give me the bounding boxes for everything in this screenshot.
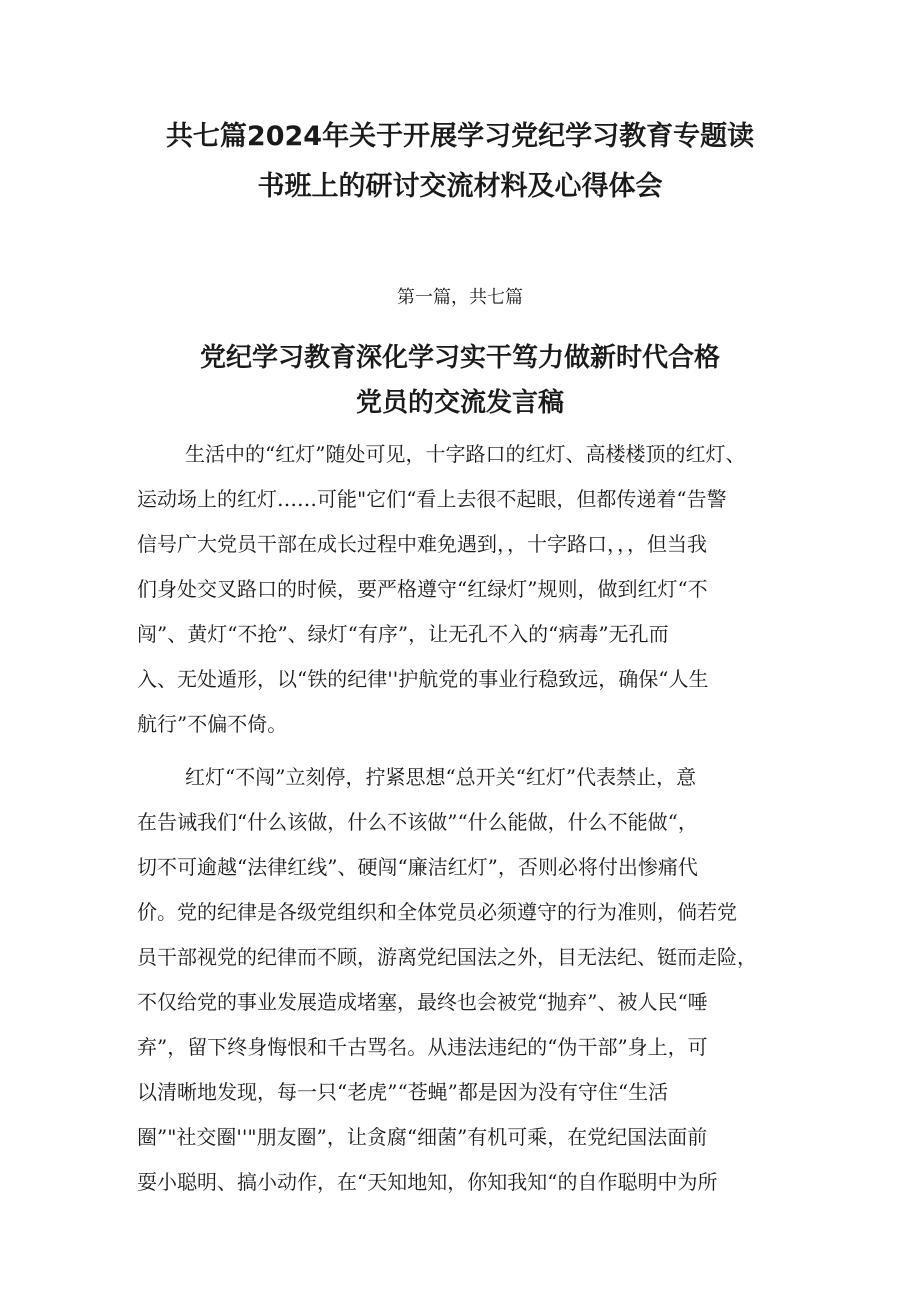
paragraph-line: 闯”、黄灯“不抢”、绿灯“有序”，让无孔不入的“病毒”无孔而 — [137, 622, 669, 646]
paragraph-line: 员干部视党的纪律而不顾，游离党纪国法之外，目无法纪、铤而走险， — [137, 945, 757, 969]
paragraph-line: 入、无处遁形，以“铁的纪律''护航党的事业行稳致远，确保“人生 — [137, 667, 709, 691]
article-title-line: 党纪学习教育深化学习实干笃力做新时代合格 — [199, 343, 720, 373]
paragraph-line: 信号广大党员干部在成长过程中难免遇到，，十字路口，，，但当我 — [137, 532, 707, 556]
paragraph-line: 不仅给党的事业发展造成堵塞，最终也会被党“抛弃”、被人民“唾 — [137, 990, 708, 1014]
paragraph-line: 航行”不偏不倚。 — [137, 712, 288, 736]
paragraph-line: 圈”"社交圈''"朋友圈”，让贪腐“细菌”有机可乘，在党纪国法面前 — [137, 1125, 708, 1149]
paragraph-line: 们身处交叉路口的时候，要严格遵守“红绿灯”规则，做到红灯“不 — [137, 577, 708, 601]
paragraph-line: 切不可逾越“法律红线”、硬闯“廉洁红灯”，否则必将付出惨痛代 — [137, 855, 698, 879]
article-title-line: 党员的交流发言稿 — [355, 388, 564, 418]
paragraph-line: 弃”，留下终身悔恨和千古骂名。从违法违纪的“伪干部”身上，可 — [137, 1035, 708, 1059]
paragraph-line: 运动场上的红灯……可能"它们“看上去很不起眼，但都传递着“告警 — [137, 487, 727, 511]
paragraph-2 — [137, 755, 817, 1205]
paragraph-line: 以清晰地发现，每一只“老虎”“苍蝇”都是因为没有守住“生活 — [137, 1080, 669, 1104]
document-title — [130, 112, 790, 212]
document-title-line: 书班上的研讨交流材料及心得体会 — [257, 171, 663, 202]
document-title-line: 共七篇2024年关于开展学习党纪学习教育专题读 — [165, 121, 755, 152]
paragraph-line: 红灯“不闯”立刻停，拧紧思想“总开关“红灯”代表禁止，意 — [185, 765, 697, 789]
article-title — [150, 336, 770, 426]
paragraph-1 — [137, 432, 817, 747]
paragraph-line: 价。党的纪律是各级党组织和全体党员必须遵守的行为准则，倘若党 — [137, 900, 737, 924]
paragraph-line: 耍小聪明、搞小动作，在“天知地知，你知我知“的自作聪明中为所 — [137, 1170, 718, 1194]
paragraph-line: 在告诫我们“什么该做，什么不该做”“什么能做，什么不能做“， — [137, 810, 698, 834]
part-label: 第一篇，共七篇 — [397, 287, 523, 308]
paragraph-line: 生活中的“红灯”随处可见，十字路口的红灯、高楼楼顶的红灯、 — [185, 442, 746, 466]
